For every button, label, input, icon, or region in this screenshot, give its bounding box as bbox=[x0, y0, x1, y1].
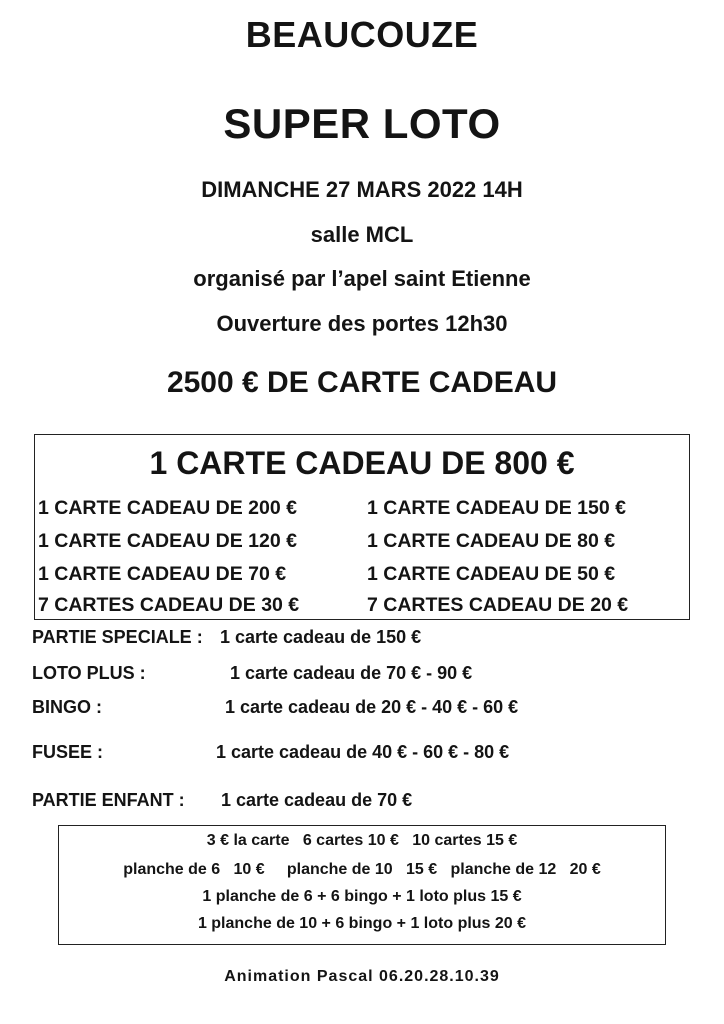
prize-item: 7 CARTES CADEAU DE 20 € bbox=[367, 594, 629, 616]
event-venue: salle MCL bbox=[310, 222, 414, 247]
game-prize-special: 1 carte cadeau de 150 € bbox=[220, 627, 422, 647]
event-title: SUPER LOTO bbox=[223, 100, 501, 147]
game-name-special: PARTIE SPECIALE : bbox=[32, 627, 203, 647]
pricing-line: 1 planche de 10 + 6 bingo + 1 loto plus 20 € bbox=[197, 915, 527, 932]
game-name-loto-plus: LOTO PLUS : bbox=[32, 663, 146, 683]
prize-item: 1 CARTE CADEAU DE 200 € bbox=[38, 497, 297, 519]
prize-item: 1 CARTE CADEAU DE 150 € bbox=[367, 497, 626, 519]
event-organizer: organisé par l’apel saint Etienne bbox=[193, 266, 531, 291]
game-prize-loto-plus: 1 carte cadeau de 70 € - 90 € bbox=[230, 663, 473, 683]
prize-item: 7 CARTES CADEAU DE 30 € bbox=[38, 594, 300, 616]
total-prize: 2500 € DE CARTE CADEAU bbox=[166, 366, 558, 399]
game-name-bingo: BINGO : bbox=[32, 697, 102, 717]
game-prize-bingo: 1 carte cadeau de 20 € - 40 € - 60 € bbox=[225, 697, 519, 717]
event-date: DIMANCHE 27 MARS 2022 14H bbox=[201, 177, 523, 202]
town-name: BEAUCOUZE bbox=[245, 14, 479, 55]
pricing-box bbox=[58, 825, 666, 945]
prize-list-box bbox=[34, 434, 690, 620]
main-prize: 1 CARTE CADEAU DE 800 € bbox=[149, 445, 575, 481]
game-name-fusee: FUSEE : bbox=[32, 742, 104, 762]
doors-opening: Ouverture des portes 12h30 bbox=[216, 311, 508, 336]
animation-contact: Animation Pascal 06.20.28.10.39 bbox=[224, 968, 500, 985]
prize-item: 1 CARTE CADEAU DE 120 € bbox=[38, 530, 297, 552]
prize-item: 1 CARTE CADEAU DE 50 € bbox=[367, 563, 616, 585]
game-prize-enfant: 1 carte cadeau de 70 € bbox=[221, 790, 413, 810]
pricing-line: 1 planche de 6 + 6 bingo + 1 loto plus 15 € bbox=[202, 888, 522, 905]
prize-item: 1 CARTE CADEAU DE 70 € bbox=[38, 563, 287, 585]
game-name-enfant: PARTIE ENFANT : bbox=[32, 790, 185, 810]
pricing-line: planche de 6 10 € planche de 10 15 € planche de 12 20 € bbox=[123, 861, 601, 878]
prize-item: 1 CARTE CADEAU DE 80 € bbox=[367, 530, 616, 552]
pricing-line: 3 € la carte 6 cartes 10 € 10 cartes 15 € bbox=[206, 832, 518, 849]
game-prize-fusee: 1 carte cadeau de 40 € - 60 € - 80 € bbox=[216, 742, 510, 762]
